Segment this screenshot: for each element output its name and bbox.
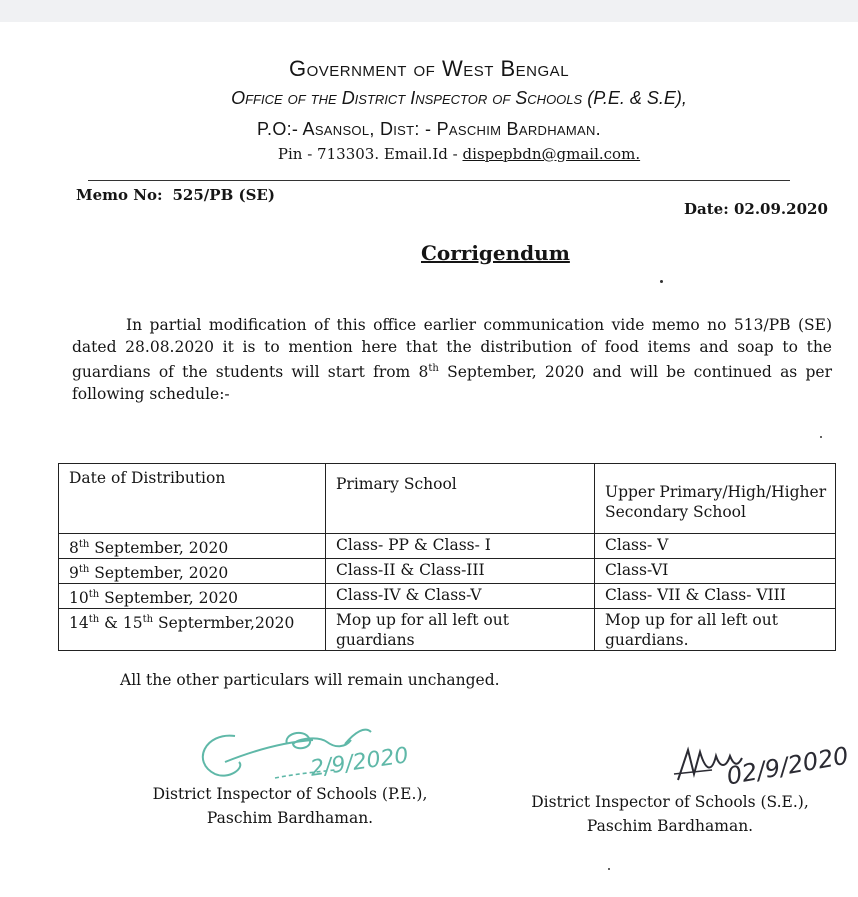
signatory-pe xyxy=(140,782,440,830)
pin-label: Pin - 713303. Email.Id - xyxy=(277,145,458,163)
office-heading: Office of the District Inspector of Schools (P.E. & S.E), xyxy=(231,88,687,108)
signatory-se-place: Paschim Bardhaman. xyxy=(586,817,754,835)
scan-speck xyxy=(660,280,663,283)
row-date: 8th September, 2020 xyxy=(59,534,326,559)
handwritten-date-se: 02/9/2020 xyxy=(724,741,851,791)
header-upper-column: Upper Primary/High/Higher Secondary School xyxy=(595,464,836,534)
signatory-pe-title: District Inspector of Schools (P.E.), xyxy=(152,785,428,803)
table-row xyxy=(59,559,836,584)
row-upper: Class-VI xyxy=(595,559,836,584)
row-primary: Mop up for all left out guardians xyxy=(326,609,595,651)
address-line: P.O:- Asansol, Dist: - Paschim Bardhaman. xyxy=(257,119,601,139)
header-date-column: Date of Distribution xyxy=(59,464,326,534)
scan-speck xyxy=(608,868,610,870)
table-header-row xyxy=(59,464,836,534)
memo-label: Memo No: xyxy=(76,186,163,204)
handwritten-date-pe: 2/9/2020 xyxy=(308,743,411,782)
header-divider xyxy=(88,180,790,181)
memo-date: Date: 02.09.2020 xyxy=(684,200,828,218)
table-row xyxy=(59,609,836,651)
row-primary: Class-IV & Class-V xyxy=(326,584,595,609)
row-date: 9th September, 2020 xyxy=(59,559,326,584)
schedule-table xyxy=(58,463,836,651)
row-upper: Mop up for all left out guardians. xyxy=(595,609,836,651)
document-title: Corrigendum xyxy=(421,241,570,265)
memo-value: 525/PB (SE) xyxy=(172,186,275,204)
row-primary: Class- PP & Class- I xyxy=(326,534,595,559)
body-text: In partial modification of this office earlier communication vide memo no 513/PB (SE) dated 28.08.2020 it is to mention here that the distribution of food items and soap to the guardians of the students will start from 8th September, 2020 and will be continued as per following schedule:- xyxy=(72,316,833,404)
row-date: 14th & 15th Septermber,2020 xyxy=(59,609,326,651)
signatory-pe-place: Paschim Bardhaman. xyxy=(206,809,374,827)
signatory-se-title: District Inspector of Schools (S.E.), xyxy=(531,793,809,811)
table-row xyxy=(59,534,836,559)
closing-remark: All the other particulars will remain unchanged. xyxy=(120,671,500,689)
memo-number xyxy=(76,186,275,204)
top-margin-band xyxy=(0,0,858,22)
header-primary-column: Primary School xyxy=(326,464,595,534)
email-link[interactable]: dispepbdn@gmail.com. xyxy=(462,145,641,163)
signatory-se xyxy=(520,790,820,838)
government-heading: Government of West Bengal xyxy=(288,56,570,81)
body-paragraph xyxy=(72,314,832,405)
row-upper: Class- V xyxy=(595,534,836,559)
table-row xyxy=(59,584,836,609)
row-upper: Class- VII & Class- VIII xyxy=(595,584,836,609)
row-date: 10th September, 2020 xyxy=(59,584,326,609)
row-primary: Class-II & Class-III xyxy=(326,559,595,584)
scan-speck xyxy=(820,436,822,438)
contact-line xyxy=(30,145,858,163)
